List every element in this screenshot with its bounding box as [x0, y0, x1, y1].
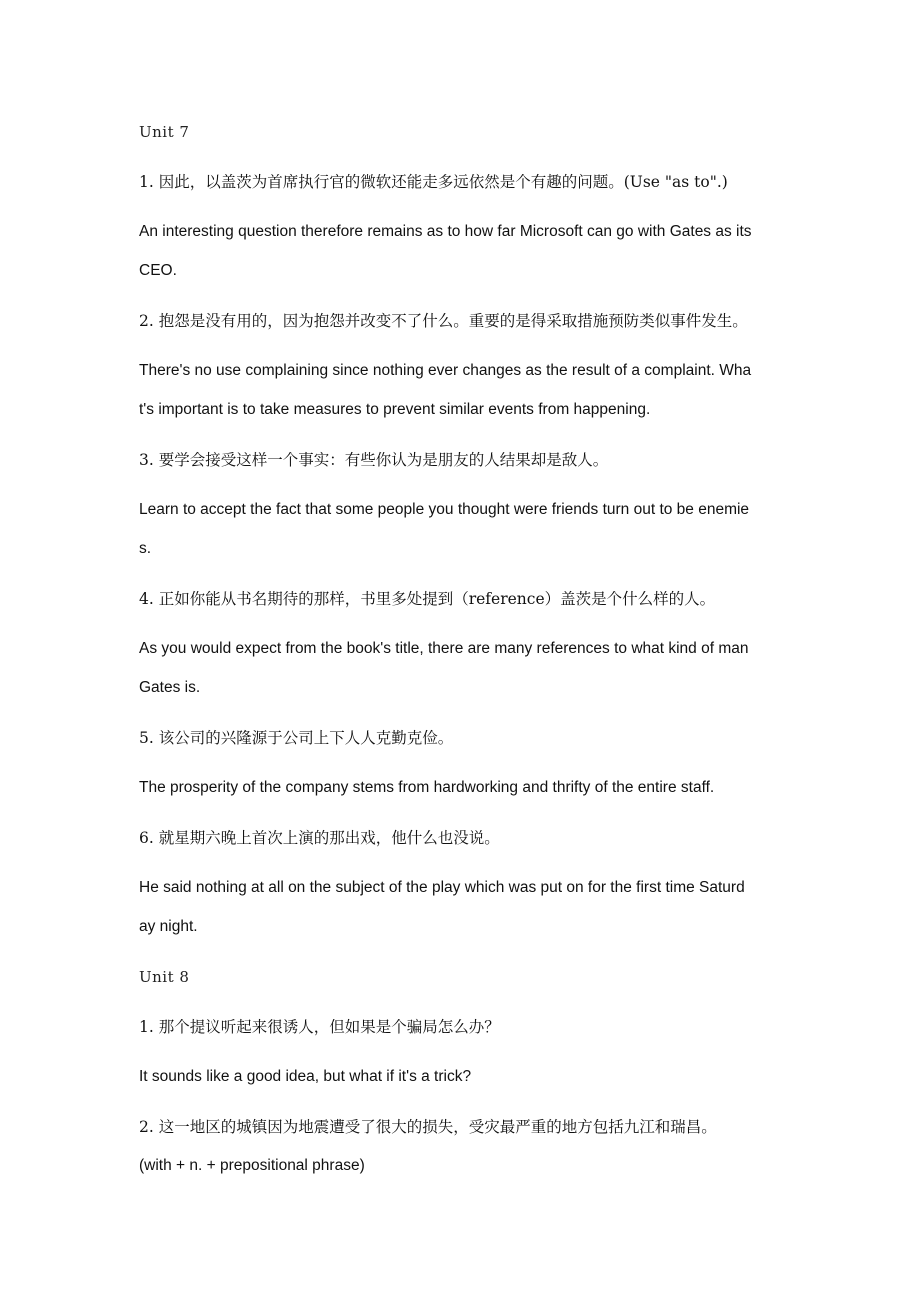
english-translation: An interesting question therefore remains as to how far Microsoft can go with Gates as its	[139, 223, 752, 240]
english-translation: He said nothing at all on the subject of the play which was put on for the first time Saturd	[139, 879, 745, 896]
english-translation-continued: t's important is to take measures to prevent similar events from happening.	[139, 401, 651, 418]
unit-heading: Unit 7	[139, 123, 190, 141]
chinese-sentence: 2. 这一地区的城镇因为地震遭受了很大的损失，受灾最严重的地方包括九江和瑞昌。	[139, 1118, 717, 1136]
unit-heading: Unit 8	[139, 968, 190, 986]
english-translation: The prosperity of the company stems from hardworking and thrifty of the entire staff.	[139, 779, 715, 796]
chinese-sentence: 1. 那个提议听起来很诱人，但如果是个骗局怎么办？	[139, 1018, 500, 1036]
english-translation-continued: ay night.	[139, 918, 198, 935]
grammar-hint: (with + n. + prepositional phrase)	[139, 1157, 365, 1174]
chinese-sentence: 1. 因此，以盖茨为首席执行官的微软还能走多远依然是个有趣的问题。(Use "as to".)	[139, 173, 728, 191]
english-translation: Learn to accept the fact that some people you thought were friends turn out to be enemie	[139, 501, 750, 518]
english-translation: It sounds like a good idea, but what if it's a trick?	[139, 1068, 472, 1085]
english-translation-continued: s.	[139, 540, 152, 557]
chinese-sentence: 6. 就星期六晚上首次上演的那出戏，他什么也没说。	[139, 829, 500, 847]
english-translation-continued: Gates is.	[139, 679, 201, 696]
english-translation: As you would expect from the book's title, there are many references to what kind of man	[139, 640, 749, 657]
chinese-sentence: 5. 该公司的兴隆源于公司上下人人克勤克俭。	[139, 729, 454, 747]
chinese-sentence: 4. 正如你能从书名期待的那样，书里多处提到（reference）盖茨是个什么样的人。	[139, 590, 716, 608]
english-translation-continued: CEO.	[139, 262, 177, 279]
chinese-sentence: 3. 要学会接受这样一个事实：有些你认为是朋友的人结果却是敌人。	[139, 451, 609, 469]
english-translation: There's no use complaining since nothing ever changes as the result of a complaint. Wha	[139, 362, 752, 379]
chinese-sentence: 2. 抱怨是没有用的，因为抱怨并改变不了什么。重要的是得采取措施预防类似事件发生。	[139, 312, 748, 330]
